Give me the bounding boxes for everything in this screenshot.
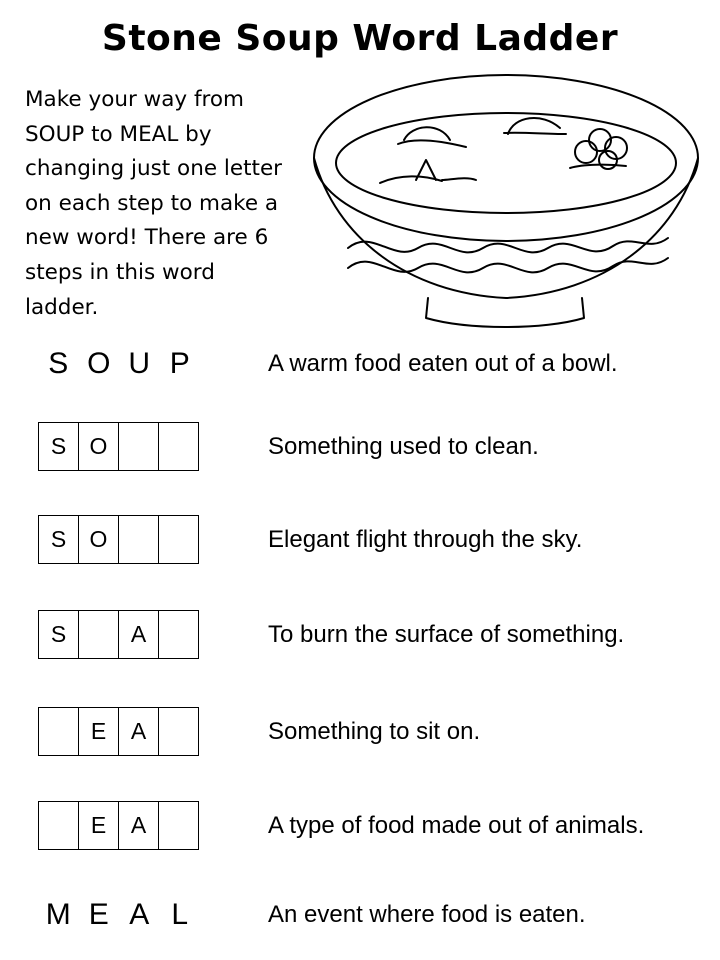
letter-box[interactable] xyxy=(159,610,199,659)
letter-boxes xyxy=(38,610,199,659)
letter-box[interactable] xyxy=(39,801,79,850)
clue-text: Elegant flight through the sky. xyxy=(268,526,583,553)
letter-box[interactable] xyxy=(79,610,119,659)
clue-text: To burn the surface of something. xyxy=(268,621,625,648)
ladder-row xyxy=(0,610,720,660)
letter-box[interactable]: S xyxy=(39,422,79,471)
letter-box[interactable] xyxy=(159,707,199,756)
instructions-line: new word! There are 6 xyxy=(25,225,269,251)
letter: S xyxy=(48,347,69,380)
instructions xyxy=(25,83,310,325)
letter-box[interactable]: A xyxy=(119,801,159,850)
instructions-line: steps in this word xyxy=(25,259,215,285)
letter-box[interactable]: S xyxy=(39,610,79,659)
ladder-row xyxy=(0,801,720,851)
ladder-row xyxy=(0,890,720,940)
instructions-line: SOUP to MEAL by xyxy=(25,121,212,147)
letter-box[interactable] xyxy=(159,515,199,564)
soup-bowl-icon xyxy=(308,68,703,333)
letter: U xyxy=(128,347,151,380)
letter-boxes xyxy=(38,801,199,850)
letter-box[interactable] xyxy=(119,422,159,471)
instructions-line: changing just one letter xyxy=(25,156,283,182)
letter: L xyxy=(171,898,189,931)
letter: M xyxy=(45,898,71,931)
letter-box[interactable] xyxy=(159,422,199,471)
letter: A xyxy=(129,898,150,931)
clue-text: A warm food eaten out of a bowl. xyxy=(268,350,618,377)
clue-text: A type of food made out of animals. xyxy=(268,812,645,839)
instructions-line: Make your way from xyxy=(25,87,244,112)
letter-box[interactable]: E xyxy=(79,707,119,756)
instructions-line: ladder. xyxy=(25,294,99,320)
letter: P xyxy=(169,347,190,380)
start-word xyxy=(38,339,200,389)
letter-box[interactable]: E xyxy=(79,801,119,850)
letter-box[interactable]: O xyxy=(79,422,119,471)
letter-box[interactable]: A xyxy=(119,707,159,756)
letter-boxes xyxy=(38,515,199,564)
ladder-row xyxy=(0,339,720,389)
ladder-row xyxy=(0,707,720,757)
letter-boxes xyxy=(38,707,199,756)
letter: E xyxy=(88,898,109,931)
clue-text: Something to sit on. xyxy=(268,718,481,745)
letter-box[interactable]: S xyxy=(39,515,79,564)
letter-box[interactable] xyxy=(119,515,159,564)
letter-box[interactable] xyxy=(39,707,79,756)
ladder-row xyxy=(0,422,720,472)
letter: O xyxy=(87,347,111,380)
letter-box[interactable]: A xyxy=(119,610,159,659)
instructions-line: on each step to make a xyxy=(25,190,279,216)
clue-text: An event where food is eaten. xyxy=(268,901,586,928)
letter-box[interactable] xyxy=(159,801,199,850)
ladder-row xyxy=(0,515,720,565)
letter-boxes xyxy=(38,422,199,471)
worksheet-title: Stone Soup Word Ladder xyxy=(101,18,619,59)
letter-box[interactable]: O xyxy=(79,515,119,564)
clue-text: Something used to clean. xyxy=(268,433,539,460)
end-word xyxy=(38,890,200,940)
